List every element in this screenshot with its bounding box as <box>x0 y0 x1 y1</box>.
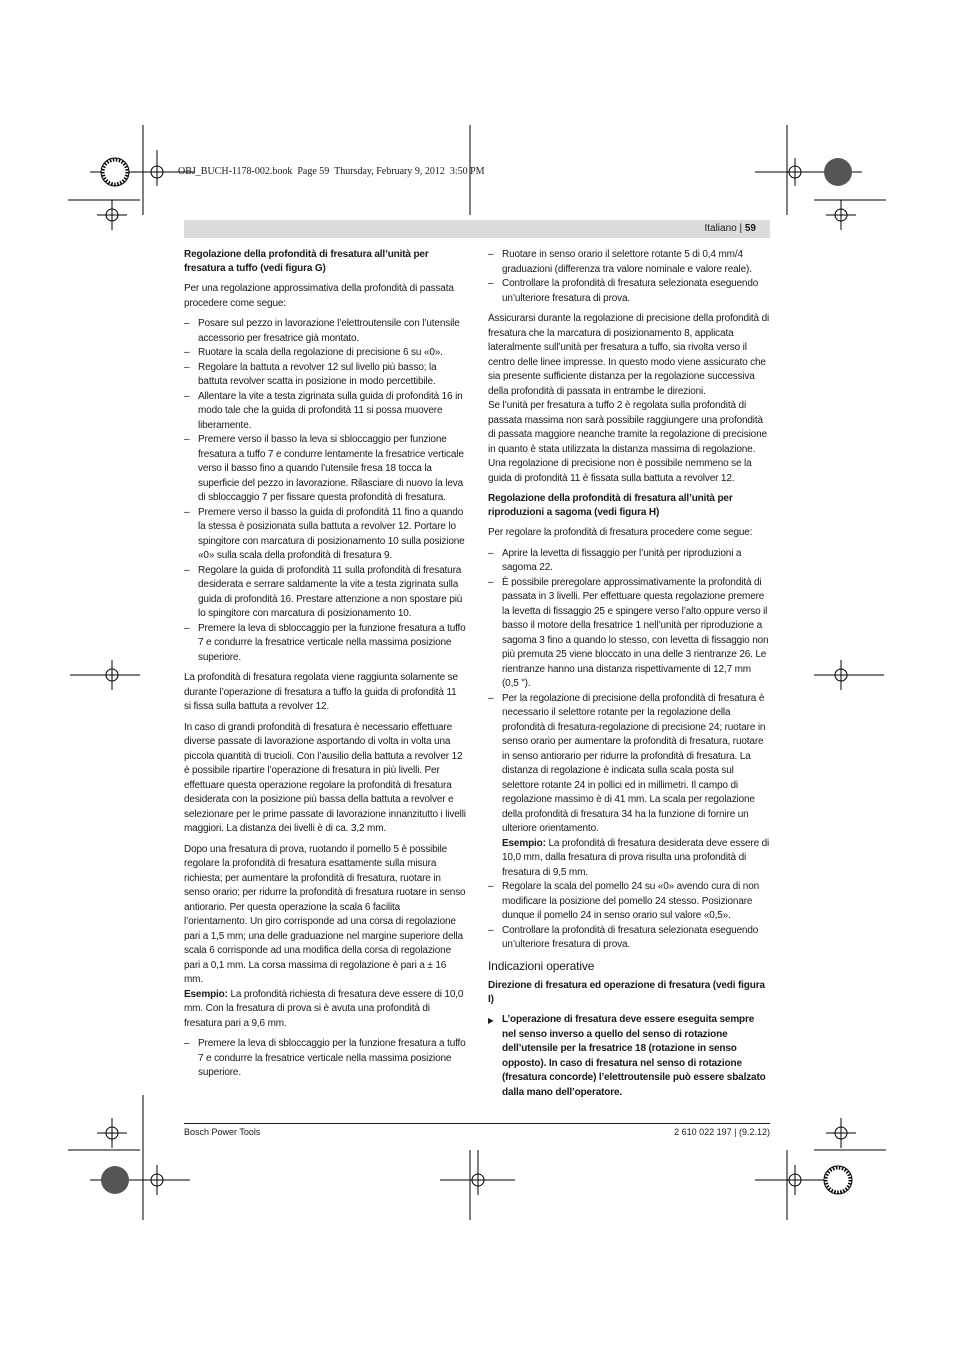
intro-paragraph: Per regolare la profondità di fresatura procedere come segue: <box>488 527 753 538</box>
list-item: – Controllare la profondità di fresatura selezionata eseguendo un’ulteriore fresatura di prova. <box>488 277 770 306</box>
section-heading-template-depth: Regolazione della profondità di fresatura all’unità per riproduzioni a sagoma (vedi figura H) <box>488 493 733 518</box>
paragraph: Assicurarsi durante la regolazione di precisione della profondità di fresatura che la marcatura di posizionamento 8, applicata lateralmente sull’unità per fresatura a tuffo, sia rivolta verso il centro delle linee impresse. In questo modo viene assicurato che sia presente sufficiente distanza per la regolazione successiva della profondità di passata in entrambe le direzioni. <box>488 313 770 397</box>
list-item: – Premere la leva di sbloccaggio per la funzione fresatura a tuffo 7 e condurre la fresatrice verticale nella massima posizione superiore. <box>184 622 466 666</box>
paragraph: Se l’unità per fresatura a tuffo 2 è regolata sulla profondità di passata massima non sarà possibile raggiungere una profondità di passata maggiore neanche tramite la regolazione di precisione in quanto è stata utilizzata la distanza massima di regolazione. <box>488 400 767 455</box>
header-language: Italiano <box>704 223 737 234</box>
list-item: – Ruotare in senso orario il selettore rotante 5 di 0,4 mm/4 graduazioni (differenza tra valore nominale e valore reale). <box>488 248 770 277</box>
paragraph: In caso di grandi profondità di fresatura è necessario effettuare diverse passate di lavorazione asportando di volta in volta una piccola quantità di trucioli. Con l’ausilio della battuta a revolver 12 è possibile ripartire l’operazione di fresatura in più livelli. Per effettuare questa operazione regolare la profondità di fresatura desiderata con la posizione più bassa della battuta a revolver e selezionare per le prime passate di lavorazione innanzitutto i livelli maggiori. La distanza dei livelli è di ca. 3,2 mm. <box>184 721 466 834</box>
list-item: – Premere la leva di sbloccaggio per la funzione fresatura a tuffo 7 e condurre la fresatrice verticale nella massima posizione superiore. <box>184 1037 466 1081</box>
paragraph: Dopo una fresatura di prova, ruotando il pomello 5 è possibile regolare la profondità di fresatura esattamente sulla misura richiesta; per aumentare la profondità di fresatura, ruotare in senso orario; per ridurre la profondità di fresatura ruotare in senso antiorario. Per questa operazione la scala 6 facilita l’orientamento. Un giro corrisponde ad una corsa di regolazione pari a 1,5 mm; una delle graduazione nel margine superiore della scala 6 corrisponde ad una modifica della corsa di regolazione pari a 0,1 mm. La corsa massima di regolazione è pari a ± 16 mm. <box>184 843 466 985</box>
list-item: – Premere verso il basso la guida di profondità 11 fino a quando la stessa è posizionata sulla battuta a revolver 12. Portare lo spingitore con marcatura di posizionamento 10 sulla posizione «0» sulla scala della profondità di fresatura 9. <box>184 506 466 564</box>
steps-list <box>488 248 770 306</box>
list-item: – Regolare la scala del pomello 24 su «0» avendo cura di non modificare la posizione del pomello 24 stesso. Posizionare dunque il pomello 24 in senso orario sul valore «0,5». <box>488 880 770 924</box>
list-item: – Posare sul pezzo in lavorazione l’elettroutensile con l’utensile accessorio per fresatrice già montato. <box>184 317 466 346</box>
footer-divider <box>184 1123 770 1124</box>
intro-paragraph: Per una regolazione approssimativa della profondità di passata procedere come segue: <box>184 283 454 309</box>
list-item-text: Per la regolazione di precisione della profondità di fresatura è necessario il selettore rotante per la regolazione della profondità di fresatura-regolazione di precisione 24; ruotare in senso orario per aumentare la profondità di fresatura, ruotare in senso antiorario per ridurre la profondità di fresatura. La distanza di regolazione è indicata sulla scala posta sul selettore rotante 24 in pollici ed in millimetri. Il campo di regolazione massimo è di 41 mm. La scala per regolazione della profondità di fresatura 34 ha la funzione di fornire un ulteriore orientamento. <box>502 692 766 834</box>
list-item: – Regolare la battuta a revolver 12 sul livello più basso; la battuta revolver scatta in posizione in modo percettibile. <box>184 361 466 390</box>
page-number: 59 <box>744 223 756 234</box>
list-item: – È possibile preregolare approssimativamente la profondità di passata in 3 livelli. Per effettuare questa regolazione premere la levetta di fissaggio 25 e spingere verso l’alto oppure verso il basso il motore della fresatrice 1 nell’unità per riproduzione a sagoma 3 fino a quando lo stesso, con levetta di fissaggio non più premuta 25 viene bloccato in una delle 3 rientranze 26. Le rientranze hanno una distanza rispettivamente di 12,7 mm (0,5 "). <box>488 576 770 692</box>
warning-item: ▶ L’operazione di fresatura deve essere eseguita sempre nel senso inverso a quello del senso di rotazione dell’utensile per la fresatrice 18 (rotazione in senso opposto). In caso di fresatura nel senso di rotazione (fresatura concorde) l’elettroutensile può essere sbalzato dalla mano dell’operatore. <box>488 1013 770 1100</box>
list-item <box>488 692 770 881</box>
page-header <box>704 223 756 234</box>
list-item: – Controllare la profondità di fresatura selezionata eseguendo un’ulteriore fresatura di prova. <box>488 924 770 953</box>
example-text: La profondità richiesta di fresatura deve essere di 10,0 mm. Con la fresatura di prova si è avuta una profondità di fresatura pari a 9,6 mm. <box>184 988 464 1029</box>
right-column <box>488 248 770 1106</box>
example-text: La profondità di fresatura desiderata deve essere di 10,0 mm, dalla fresatura di prova risulta una profondità di fresatura di 9,5 mm. <box>502 837 770 878</box>
list-item: – Regolare la guida di profondità 11 sulla profondità di fresatura desiderata e serrare saldamente la vite a testa zigrinata sulla guida di profondità 16. Prestare attenzione a non spostare più lo spingitore con marcatura di posizionamento 10. <box>184 564 466 622</box>
footer-doc-number: 2 610 022 197 | (9.2.12) <box>674 1127 770 1137</box>
list-item: – Ruotare la scala della regolazione di precisione 6 su «0». <box>184 346 466 361</box>
header-separator: | <box>739 223 743 234</box>
list-item: – Aprire la levetta di fissaggio per l’unità per riproduzioni a sagoma 22. <box>488 547 770 576</box>
steps-list <box>488 547 770 953</box>
example-paragraph <box>502 837 770 881</box>
list-item: – Allentare la vite a testa zigrinata sulla guida di profondità 16 in modo tale che la guida di profondità 11 si possa muovere liberamente. <box>184 390 466 434</box>
section-heading-direction: Direzione di fresatura ed operazione di fresatura (vedi figura I) <box>488 980 765 1005</box>
paragraph: Una regolazione di precisione non è possibile nemmeno se la guida di profondità 11 è fissata sulla battuta a revolver 12. <box>488 458 752 484</box>
paragraph: La profondità di fresatura regolata viene raggiunta solamente se durante l’operazione di fresatura a tuffo la guida di profondità 11 si fissa sulla battuta a revolver 12. <box>184 672 458 712</box>
section-title-operating-instructions: Indicazioni operative <box>488 958 595 973</box>
example-paragraph <box>184 988 466 1032</box>
footer-brand: Bosch Power Tools <box>184 1127 261 1137</box>
warning-list <box>488 1013 770 1100</box>
page-header-bar <box>184 220 770 238</box>
left-column <box>184 248 466 1087</box>
example-label: Esempio: <box>184 988 228 1000</box>
steps-list <box>184 317 466 665</box>
list-item: – Premere verso il basso la leva si sbloccaggio per funzione fresatura a tuffo 7 e condurre lentamente la fresatrice verticale verso il basso fino a quando l’utensile fresa 18 tocca la superficie del pezzo in lavorazione. Rilasciare di nuovo la leva di sbloccaggio 7 per fissare questa profondità di fresatura. <box>184 433 466 506</box>
steps-list <box>184 1037 466 1081</box>
example-label: Esempio: <box>502 837 546 849</box>
section-heading-plunge-depth: Regolazione della profondità di fresatura all’unità per fresatura a tuffo (vedi figura G) <box>184 249 429 274</box>
print-header: OBJ_BUCH-1178-002.book Page 59 Thursday, February 9, 2012 3:50 PM <box>178 166 485 177</box>
